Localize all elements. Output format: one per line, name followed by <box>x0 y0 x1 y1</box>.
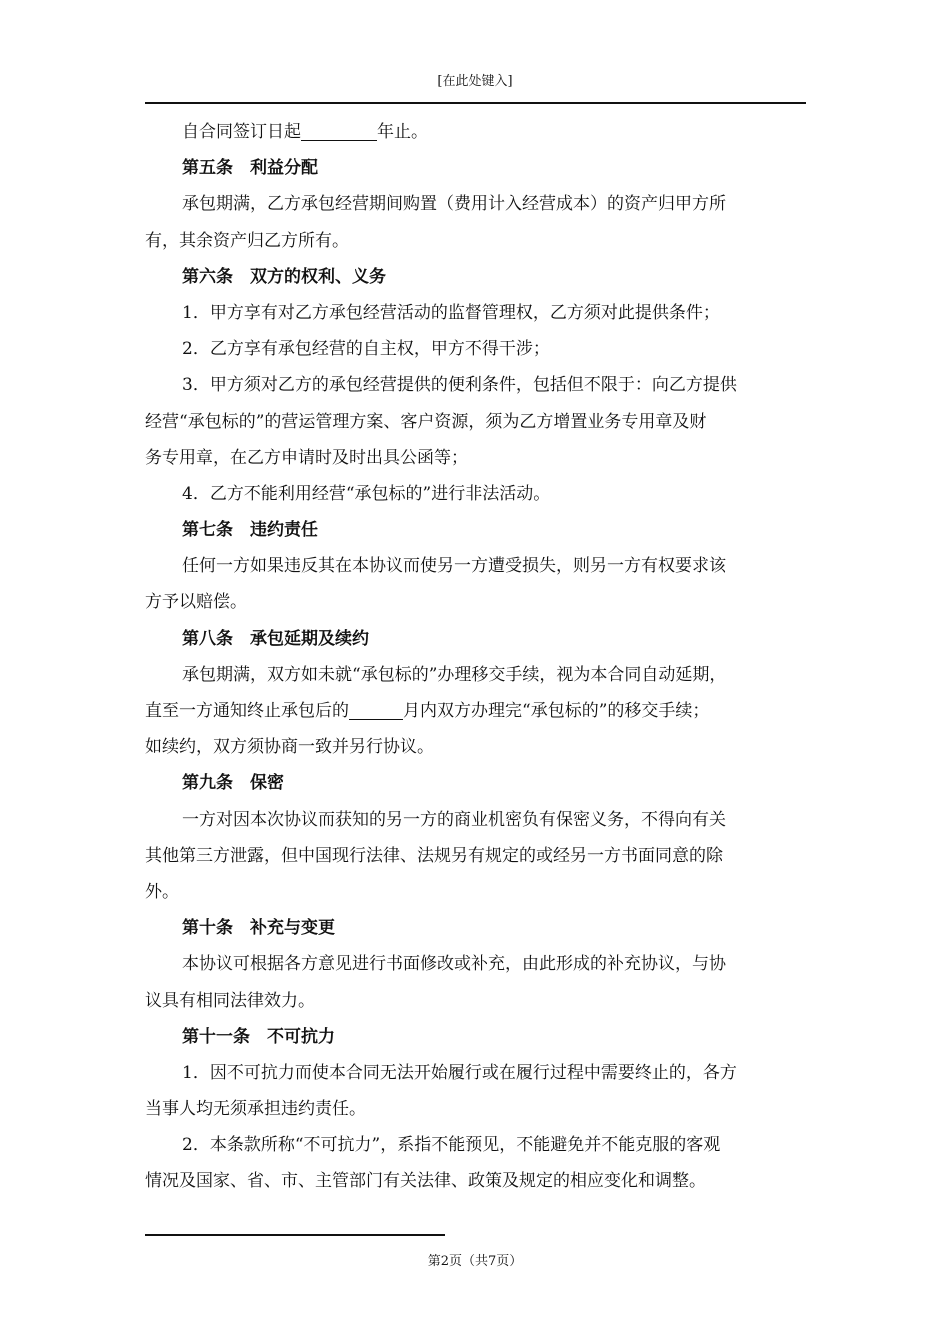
paragraph-line: 经营“承包标的”的营运管理方案、客户资源，须为乙方增置业务专用章及财 <box>145 411 707 432</box>
paragraph-line: 有，其余资产归乙方所有。 <box>145 230 349 251</box>
paragraph-line <box>145 693 807 729</box>
paragraph-line: 任何一方如果违反其在本协议而使另一方遭受损失，则另一方有权要求该 <box>182 556 726 577</box>
article-7-title: 第七条 违约责任 <box>182 520 318 541</box>
blank-field-months <box>349 697 403 720</box>
article-6-title: 第六条 双方的权利、义务 <box>182 266 386 287</box>
paragraph-line: 本协议可根据各方意见进行书面修改或补充，由此形成的补充协议，与协 <box>182 954 726 975</box>
article-9-title: 第九条 保密 <box>182 773 284 794</box>
article-8-title: 第八条 承包延期及续约 <box>182 628 369 649</box>
paragraph-line: 情况及国家、省、市、主管部门有关法律、政策及规定的相应变化和调整。 <box>145 1171 706 1192</box>
paragraph-line: 方予以赔偿。 <box>145 592 247 613</box>
text-segment: 月内双方办理完“承包标的”的移交手续； <box>403 701 710 721</box>
document-body <box>145 114 807 1200</box>
text-segment: 直至一方通知终止承包后的 <box>145 701 349 721</box>
term-end-line <box>145 114 807 150</box>
list-item: 1．甲方享有对乙方承包经营活动的监督管理权，乙方须对此提供条件； <box>182 302 720 323</box>
paragraph-line: 如续约，双方须协商一致并另行协议。 <box>145 737 434 758</box>
page-header: [在此处键入] <box>437 74 513 89</box>
blank-field-years <box>301 118 377 141</box>
list-item: 3．甲方须对乙方的承包经营提供的便利条件，包括但不限于：向乙方提供 <box>182 375 737 396</box>
paragraph-line: 承包期满，乙方承包经营期间购置（费用计入经营成本）的资产归甲方所 <box>182 194 726 215</box>
article-10-title: 第十条 补充与变更 <box>182 918 335 939</box>
list-item: 2．乙方享有承包经营的自主权，甲方不得干涉； <box>182 339 550 360</box>
paragraph-line: 议具有相同法律效力。 <box>145 990 315 1011</box>
paragraph-line: 其他第三方泄露，但中国现行法律、法规另有规定的或经另一方书面同意的除 <box>145 845 723 866</box>
text-segment: 自合同签订日起 <box>182 122 301 142</box>
paragraph-line: 承包期满，双方如未就“承包标的”办理移交手续，视为本合同自动延期， <box>182 664 727 685</box>
list-item: 2．本条款所称“不可抗力”，系指不能预见，不能避免并不能克服的客观 <box>182 1135 721 1156</box>
page-number: 第2页（共7页） <box>427 1254 523 1269</box>
list-item: 1．因不可抗力而使本合同无法开始履行或在履行过程中需要终止的，各方 <box>182 1062 737 1083</box>
header-divider <box>145 102 806 104</box>
paragraph-line: 一方对因本次协议而获知的另一方的商业机密负有保密义务，不得向有关 <box>182 809 726 830</box>
article-5-title: 第五条 利益分配 <box>182 158 318 179</box>
paragraph-line: 务专用章，在乙方申请时及时出具公函等； <box>145 447 468 468</box>
text-segment: 年止。 <box>377 122 428 142</box>
paragraph-line: 外。 <box>145 881 179 902</box>
article-11-title: 第十一条 不可抗力 <box>182 1026 335 1047</box>
list-item: 4．乙方不能利用经营“承包标的”进行非法活动。 <box>182 483 551 504</box>
footer-divider <box>145 1234 445 1236</box>
paragraph-line: 当事人均无须承担违约责任。 <box>145 1099 366 1120</box>
